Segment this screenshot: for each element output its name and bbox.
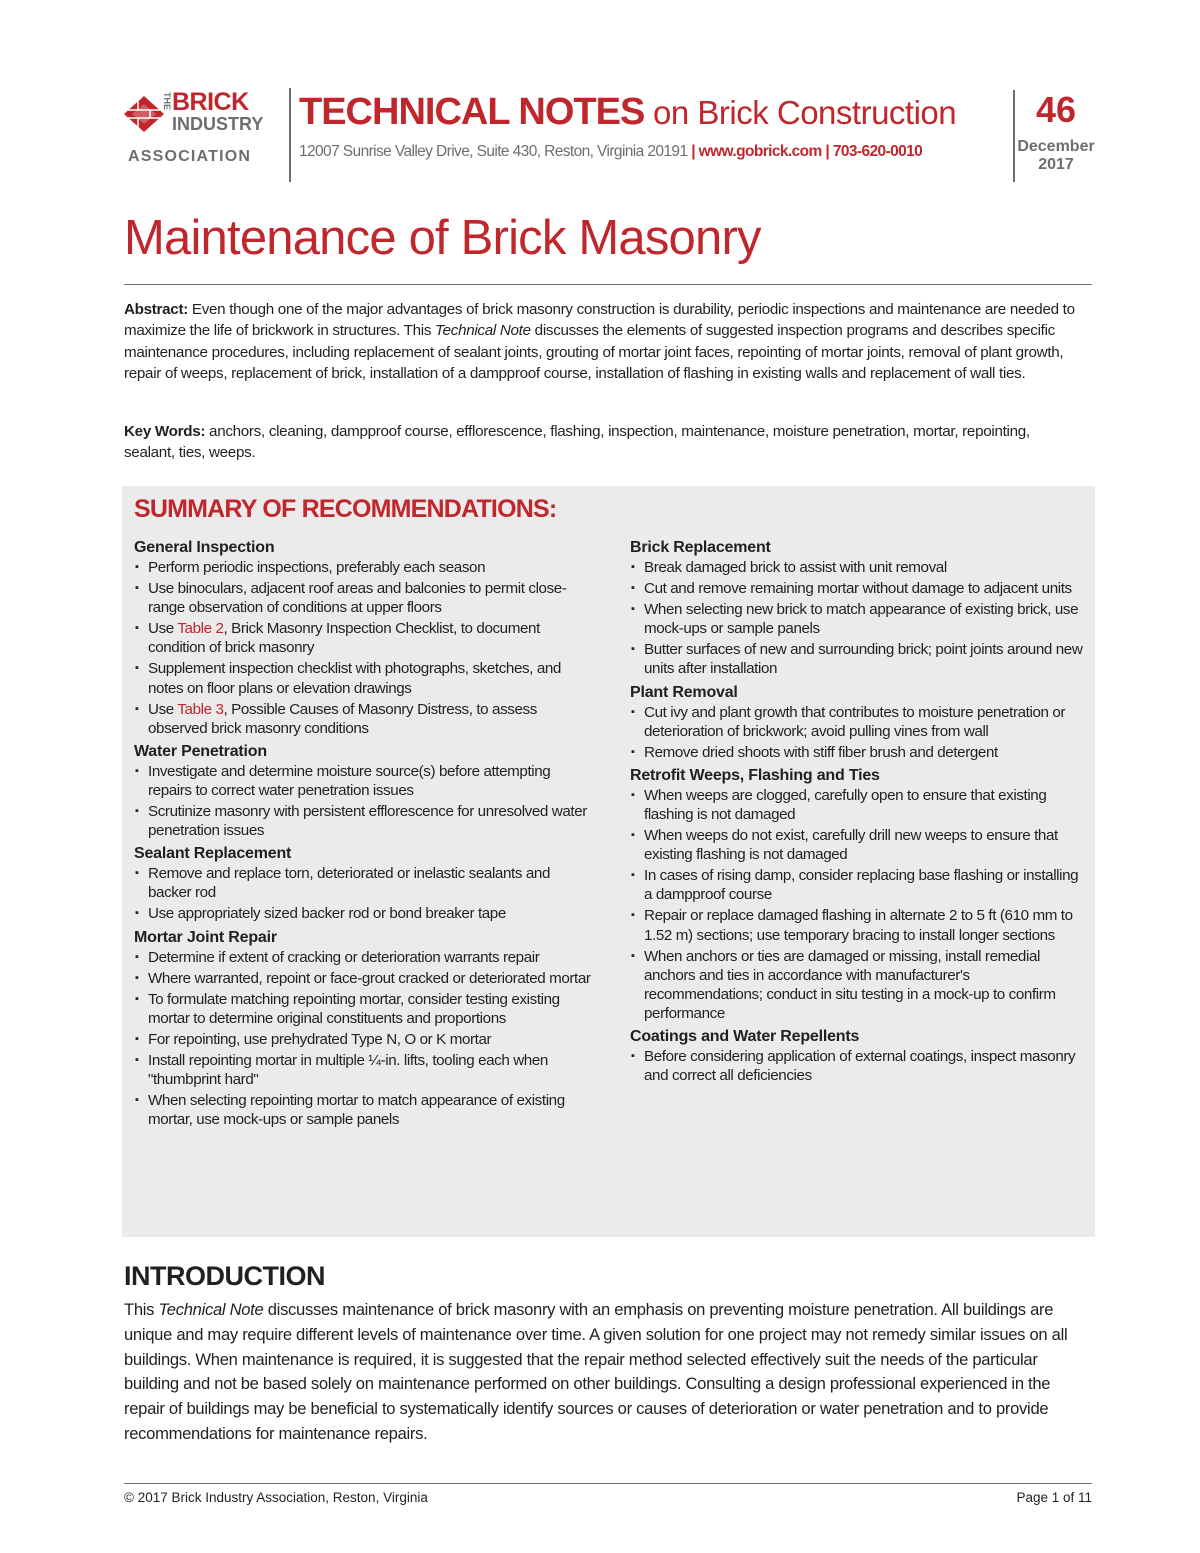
table-3-link[interactable]: Table 3	[177, 700, 224, 718]
list-item	[134, 619, 594, 657]
logo-the-text: THE	[162, 92, 172, 110]
list-item-text: , Brick Masonry Inspection Checklist, to document condition of brick masonry	[148, 620, 540, 657]
logo-association-text: ASSOCIATION	[128, 148, 252, 165]
section-mortar-joint-repair	[134, 928, 594, 1130]
bullet-list	[630, 558, 1090, 679]
footer-rule	[124, 1483, 1092, 1484]
section-water-penetration	[134, 742, 594, 840]
intro-text: discusses maintenance of brick masonry with an emphasis on preventing moisture penetration. All buildings are unique and may require different levels of maintenance over time. A given solution for one project may not remedy similar issues on all buildings. When maintenance is required, it is suggested that the repair method selected effectively suit the needs of the particular building and not be based solely on maintenance performed on other buildings. Consulting a design professional experienced in the repair of buildings may be beneficial to systematically identify sources or causes of deterioration or water penetration and to provide recommendations for maintenance repairs.	[124, 1300, 1068, 1443]
list-item: ▪ When weeps do not exist, carefully drill new weeps to ensure that existing flashing is not damaged	[630, 826, 1090, 864]
abstract-text: Even though one of the major advantages of brick masonry construction is durability, periodic inspections and maintenance are needed to maximize the life of brickwork in structures. This	[124, 301, 1075, 340]
series-title-bold: TECHNICAL NOTES	[299, 91, 645, 133]
summary-title: SUMMARY OF RECOMMENDATIONS:	[134, 495, 557, 523]
title-rule	[124, 284, 1092, 285]
list-item	[134, 700, 594, 738]
list-item: ▪ Cut ivy and plant growth that contributes to moisture penetration or deterioration of brickwork; avoid pulling vines from wall	[630, 703, 1090, 741]
list-item: ▪ When selecting repointing mortar to match appearance of existing mortar, use mock-ups or sample panels	[134, 1091, 594, 1129]
bullet-list	[134, 948, 594, 1130]
list-item-text: Use	[148, 700, 178, 718]
bia-logo	[122, 90, 282, 166]
list-item: ▪ Where warranted, repoint or face-grout cracked or deteriorated mortar	[134, 969, 594, 988]
list-item: ▪ When anchors or ties are damaged or missing, install remedial anchors and ties in accordance with manufacturer's recommendations; conduct in situ testing in a mock-up to confirm performance	[630, 947, 1090, 1023]
keywords-label: Key Words:	[124, 423, 206, 440]
section-heading: Brick Replacement	[630, 539, 771, 556]
section-retrofit	[630, 766, 1090, 1023]
list-item: ▪ Determine if extent of cracking or deterioration warrants repair	[134, 948, 594, 967]
phone-number: 703-620-0010	[832, 143, 923, 160]
list-item: ▪ Use binoculars, adjacent roof areas and balconies to permit close-range observation of conditions at upper floors	[134, 579, 594, 617]
series-title-regular: on Brick Construction	[644, 94, 957, 131]
summary-right-column	[630, 538, 1090, 1089]
contact-line	[299, 142, 922, 162]
list-item: ▪ When selecting new brick to match appearance of existing brick, use mock-ups or sample panels	[630, 600, 1090, 638]
list-item: ▪ Supplement inspection checklist with photographs, sketches, and notes on floor plans or elevation drawings	[134, 659, 594, 697]
series-title	[299, 90, 956, 142]
section-general-inspection	[134, 538, 594, 738]
section-heading: Plant Removal	[630, 683, 738, 701]
bullet-list	[630, 1047, 1090, 1085]
section-heading: Sealant Replacement	[134, 845, 292, 863]
document-title: Maintenance of Brick Masonry	[124, 211, 761, 265]
logo-brick-text: BRICK	[172, 88, 249, 116]
bullet-list	[630, 786, 1090, 1023]
page-number: Page 1 of 11	[1016, 1490, 1092, 1505]
list-item: ▪ Butter surfaces of new and surrounding brick; point joints around new units after installation	[630, 640, 1090, 678]
bullet-list	[134, 762, 594, 840]
separator: |	[687, 143, 699, 160]
abstract-italic: Technical Note	[435, 322, 531, 340]
section-heading: Retrofit Weeps, Flashing and Ties	[630, 766, 880, 784]
issue-month: December	[1017, 138, 1095, 155]
list-item: ▪ In cases of rising damp, consider replacing base flashing or installing a dampproof course	[630, 866, 1090, 904]
introduction-heading: INTRODUCTION	[124, 1261, 325, 1291]
section-sealant-replacement	[134, 844, 594, 923]
brick-logo-icon	[122, 94, 166, 144]
list-item: ▪ Use appropriately sized backer rod or bond breaker tape	[134, 904, 594, 923]
bullet-list	[630, 703, 1090, 762]
header-divider-left	[289, 88, 291, 182]
keywords	[124, 421, 1084, 464]
list-item: ▪ Scrutinize masonry with persistent efflorescence for unresolved water penetration issues	[134, 802, 594, 840]
summary-box	[122, 486, 1095, 1237]
issue-year: 2017	[1038, 156, 1074, 173]
list-item: ▪ Cut and remove remaining mortar without damage to adjacent units	[630, 579, 1090, 598]
list-item-text: Use	[148, 620, 178, 638]
address-text: 12007 Sunrise Valley Drive, Suite 430, Reston, Virginia 20191	[299, 143, 688, 160]
bullet-list	[134, 558, 594, 738]
list-item: ▪ To formulate matching repointing mortar, consider testing existing mortar to determine original constituents and proportions	[134, 990, 594, 1028]
list-item: ▪ Install repointing mortar in multiple ¼-in. lifts, tooling each when "thumbprint hard"	[134, 1051, 594, 1089]
abstract	[124, 299, 1084, 384]
section-coatings	[630, 1027, 1090, 1085]
section-plant-removal	[630, 683, 1090, 762]
footer-copyright: © 2017 Brick Industry Association, Reston, Virginia	[124, 1490, 428, 1505]
table-2-link[interactable]: Table 2	[177, 620, 224, 638]
keywords-text: anchors, cleaning, dampproof course, efflorescence, flashing, inspection, maintenance, moisture penetration, mortar, repointing, sealant, ties, weeps.	[124, 423, 1030, 462]
intro-italic: Technical Note	[158, 1300, 264, 1319]
section-heading: General Inspection	[134, 539, 275, 556]
section-brick-replacement	[630, 538, 1090, 679]
website-link[interactable]: www.gobrick.com	[698, 143, 822, 160]
intro-text: This	[124, 1300, 159, 1319]
section-heading: Water Penetration	[134, 742, 267, 760]
list-item-text: , Possible Causes of Masonry Distress, to assess observed brick masonry conditions	[148, 700, 537, 737]
abstract-text: discusses the elements of suggested inspection programs and describes specific maintenance procedures, including replacement of sealant joints, grouting of mortar joint faces, repointing of mortar joints, removal of plant growth, repair of weeps, replacement of brick, installation of a dampproof course, installation of flashing in existing walls and replacement of wall ties.	[124, 322, 1064, 382]
list-item: ▪ When weeps are clogged, carefully open to ensure that existing flashing is not damaged	[630, 786, 1090, 824]
list-item: ▪ Break damaged brick to assist with unit removal	[630, 558, 1090, 577]
introduction-text	[124, 1298, 1094, 1447]
list-item: ▪ For repointing, use prehydrated Type N, O or K mortar	[134, 1030, 594, 1049]
list-item: ▪ Perform periodic inspections, preferably each season	[134, 558, 594, 577]
list-item: ▪ Repair or replace damaged flashing in alternate 2 to 5 ft (610 mm to 1.52 m) sections; use temporary bracing to install longer sections	[630, 906, 1090, 944]
section-heading: Coatings and Water Repellents	[630, 1027, 860, 1045]
section-heading: Mortar Joint Repair	[134, 928, 277, 946]
abstract-label: Abstract:	[124, 301, 188, 318]
bullet-list	[134, 864, 594, 923]
summary-left-column	[134, 538, 594, 1133]
list-item: ▪ Remove dried shoots with stiff fiber brush and detergent	[630, 743, 1090, 762]
logo-industry-text: INDUSTRY	[172, 114, 264, 134]
document-header	[122, 88, 1096, 186]
list-item: ▪ Investigate and determine moisture source(s) before attempting repairs to correct water penetration issues	[134, 762, 594, 800]
issue-number: 46	[1035, 89, 1077, 130]
list-item: ▪ Remove and replace torn, deteriorated or inelastic sealants and backer rod	[134, 864, 594, 902]
separator: |	[821, 143, 833, 160]
list-item: ▪ Before considering application of external coatings, inspect masonry and correct all deficiencies	[630, 1047, 1090, 1085]
